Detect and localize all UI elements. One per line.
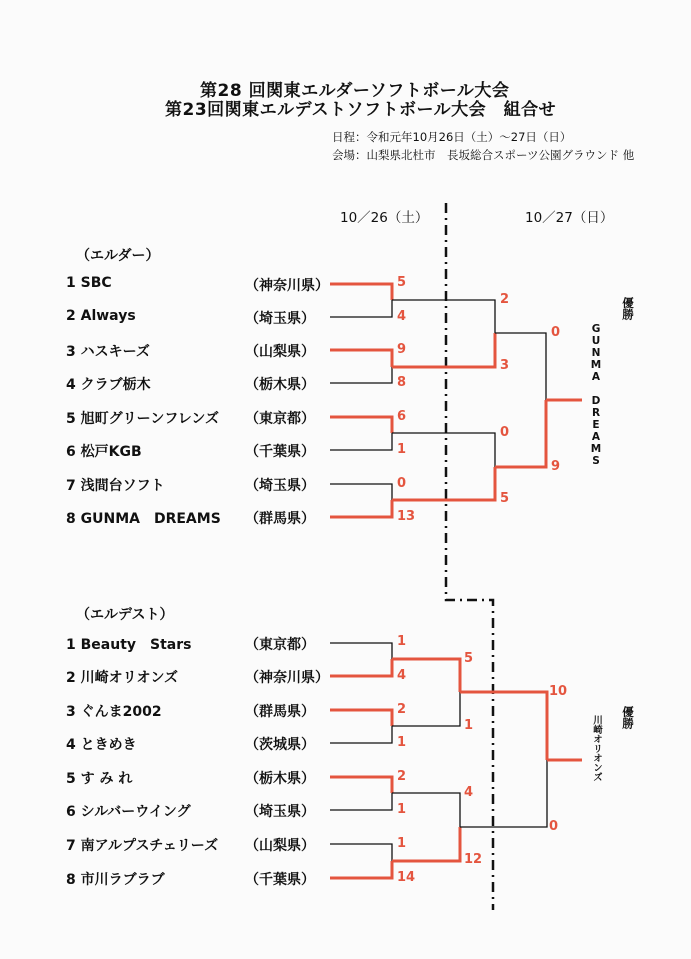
schedule-text: 日程：令和元年10月26日（土）～27日（日） xyxy=(332,130,572,144)
elder-sf-score-2: 3 xyxy=(500,358,510,373)
elder-semifinal-lines xyxy=(392,300,495,500)
elder-pref-5: （東京都） xyxy=(245,411,315,427)
elder-sf-score-1: 2 xyxy=(500,292,510,307)
eldest-final-lines xyxy=(460,692,582,827)
elder-pref-4: （栃木県） xyxy=(245,377,315,393)
elder-pref-8: （群馬県） xyxy=(245,511,315,527)
elder-round1-lines xyxy=(330,284,392,517)
eldest-round1-lines xyxy=(330,643,392,878)
date-day2: 10／27（日） xyxy=(525,210,614,226)
elder-r1-score-8: 13 xyxy=(397,509,416,524)
elder-team-3: 3 ハスキーズ xyxy=(66,344,150,360)
elder-final-score-1: 0 xyxy=(551,325,561,340)
elder-final-lines xyxy=(495,333,582,467)
eldest-final-score-2: 0 xyxy=(549,819,559,834)
elder-sf-score-4: 5 xyxy=(500,491,510,506)
eldest-team-8: 8 市川ラブラブ xyxy=(66,872,165,888)
elder-team-1: 1 SBC xyxy=(66,275,112,291)
eldest-r1-score-6: 1 xyxy=(397,802,407,817)
elder-r1-score-3: 9 xyxy=(397,342,407,357)
eldest-winner-label: 優勝 xyxy=(621,706,635,729)
eldest-team-5: 5 す み れ xyxy=(66,771,133,787)
eldest-pref-7: （山梨県） xyxy=(245,838,315,854)
eldest-pref-6: （埼玉県） xyxy=(245,804,315,820)
elder-pref-1: （神奈川県） xyxy=(245,278,329,294)
title-line-2: 第23回関東エルデストソフトボール大会 組合せ xyxy=(165,100,557,120)
eldest-team-1: 1 Beauty Stars xyxy=(66,637,192,653)
eldest-pref-3: （群馬県） xyxy=(245,704,315,720)
eldest-team-4: 4 ときめき xyxy=(66,737,137,753)
eldest-sf-score-2: 1 xyxy=(464,718,474,733)
eldest-semifinal-lines xyxy=(392,659,460,861)
elder-r1-score-7: 0 xyxy=(397,476,407,491)
eldest-r1-score-5: 2 xyxy=(397,769,407,784)
eldest-sf-score-1: 5 xyxy=(464,651,474,666)
day-divider-line xyxy=(446,203,493,910)
eldest-team-7: 7 南アルプスチェリーズ xyxy=(66,838,219,854)
elder-pref-7: （埼玉県） xyxy=(245,478,315,494)
eldest-pref-4: （茨城県） xyxy=(245,737,315,753)
eldest-r1-score-2: 4 xyxy=(397,668,407,683)
eldest-pref-5: （栃木県） xyxy=(245,771,315,787)
eldest-pref-2: （神奈川県） xyxy=(245,670,329,686)
elder-r1-score-1: 5 xyxy=(397,275,407,290)
elder-sf-score-3: 0 xyxy=(500,425,510,440)
elder-r1-score-2: 4 xyxy=(397,309,407,324)
elder-team-7: 7 浅間台ソフト xyxy=(66,478,165,494)
eldest-r1-score-1: 1 xyxy=(397,634,407,649)
eldest-sf-score-4: 12 xyxy=(464,852,483,867)
elder-team-8: 8 GUNMA DREAMS xyxy=(66,511,221,527)
elder-team-6: 6 松戸KGB xyxy=(66,444,142,460)
elder-section-label: （エルダー） xyxy=(76,248,160,264)
eldest-sf-score-3: 4 xyxy=(464,785,474,800)
elder-r1-score-6: 1 xyxy=(397,442,407,457)
venue-text: 会場：山梨県北杜市 長坂総合スポーツ公園グラウンド 他 xyxy=(332,148,635,162)
eldest-r1-score-7: 1 xyxy=(397,836,407,851)
eldest-r1-score-4: 1 xyxy=(397,735,407,750)
elder-pref-3: （山梨県） xyxy=(245,344,315,360)
eldest-pref-1: （東京都） xyxy=(245,637,315,653)
elder-winner-label: 優勝 xyxy=(621,297,635,320)
eldest-champion-name: 川崎オリオンズ xyxy=(591,715,602,782)
elder-r1-score-5: 6 xyxy=(397,409,407,424)
elder-pref-6: （千葉県） xyxy=(245,444,315,460)
eldest-team-3: 3 ぐんま2002 xyxy=(66,704,162,720)
eldest-r1-score-8: 14 xyxy=(397,870,416,885)
eldest-r1-score-3: 2 xyxy=(397,702,407,717)
elder-team-5: 5 旭町グリーンフレンズ xyxy=(66,411,220,427)
eldest-section-label: （エルデスト） xyxy=(76,607,174,623)
elder-final-score-2: 9 xyxy=(551,459,561,474)
eldest-pref-8: （千葉県） xyxy=(245,872,315,888)
eldest-team-2: 2 川崎オリオンズ xyxy=(66,670,179,686)
eldest-team-6: 6 シルバーウイング xyxy=(66,804,191,820)
title-line-1: 第28 回関東エルダーソフトボール大会 xyxy=(200,81,510,101)
eldest-final-score-1: 10 xyxy=(549,684,568,699)
date-day1: 10／26（土） xyxy=(340,210,429,226)
elder-team-2: 2 Always xyxy=(66,308,136,324)
elder-team-4: 4 クラブ栃木 xyxy=(66,377,151,393)
elder-pref-2: （埼玉県） xyxy=(245,311,315,327)
elder-champion-name: GUNMA DREAMS xyxy=(590,323,602,467)
elder-r1-score-4: 8 xyxy=(397,375,407,390)
